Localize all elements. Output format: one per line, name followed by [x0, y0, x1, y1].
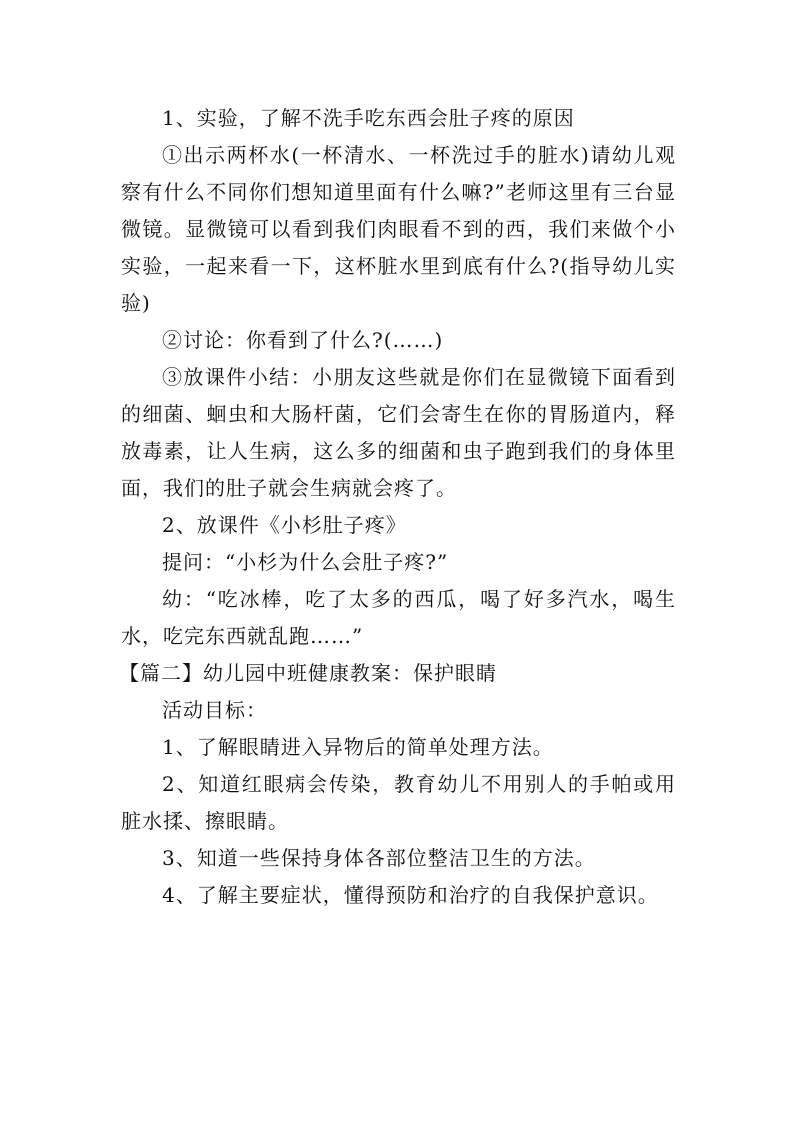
paragraph-goal-4: 4、了解主要症状，懂得预防和治疗的自我保护意识。	[162, 883, 659, 907]
paragraph-goal-1: 1、了解眼睛进入异物后的简单处理方法。	[162, 735, 554, 759]
section-heading: 【篇二】幼儿园中班健康教案：保护眼睛	[119, 661, 497, 685]
paragraph-step-1: ①出示两杯水(一杯清水、一杯洗过手的脏水)请幼儿观察有什么不同你们想知道里面有什么嘛?”老师这里有三台显微镜。显微镜可以看到我们肉眼看不到的西，我们来做个小实验，一起来看一下，这杯脏水里到底有什么?(指导幼儿实验)	[121, 143, 676, 315]
paragraph-goal-3: 3、知道一些保持身体各部位整洁卫生的方法。	[162, 846, 596, 870]
paragraph-experiment-title: 1、实验，了解不洗手吃东西会肚子疼的原因	[162, 106, 575, 130]
paragraph-step-3: ③放课件小结：小朋友这些就是你们在显微镜下面看到的细菌、蛔虫和大肠杆菌，它们会寄生在你的胃肠道内，释放毒素，让人生病，这么多的细菌和虫子跑到我们的身体里面，我们的肚子就会生病就会疼了。	[121, 365, 676, 500]
document-body	[121, 100, 676, 914]
paragraph-goal-2: 2、知道红眼病会传染，教育幼儿不用别人的手帕或用脏水揉、擦眼睛。	[121, 772, 676, 833]
paragraph-courseware-title: 2、放课件《小杉肚子疼》	[162, 513, 407, 537]
paragraph-step-2: ②讨论：你看到了什么?(……)	[162, 328, 444, 352]
paragraph-question: 提问：“小杉为什么会肚子疼?”	[162, 550, 449, 574]
paragraph-goals-label: 活动目标：	[162, 698, 267, 722]
paragraph-answer: 幼：“吃冰棒，吃了太多的西瓜，喝了好多汽水，喝生水，吃完东西就乱跑……”	[121, 587, 676, 648]
